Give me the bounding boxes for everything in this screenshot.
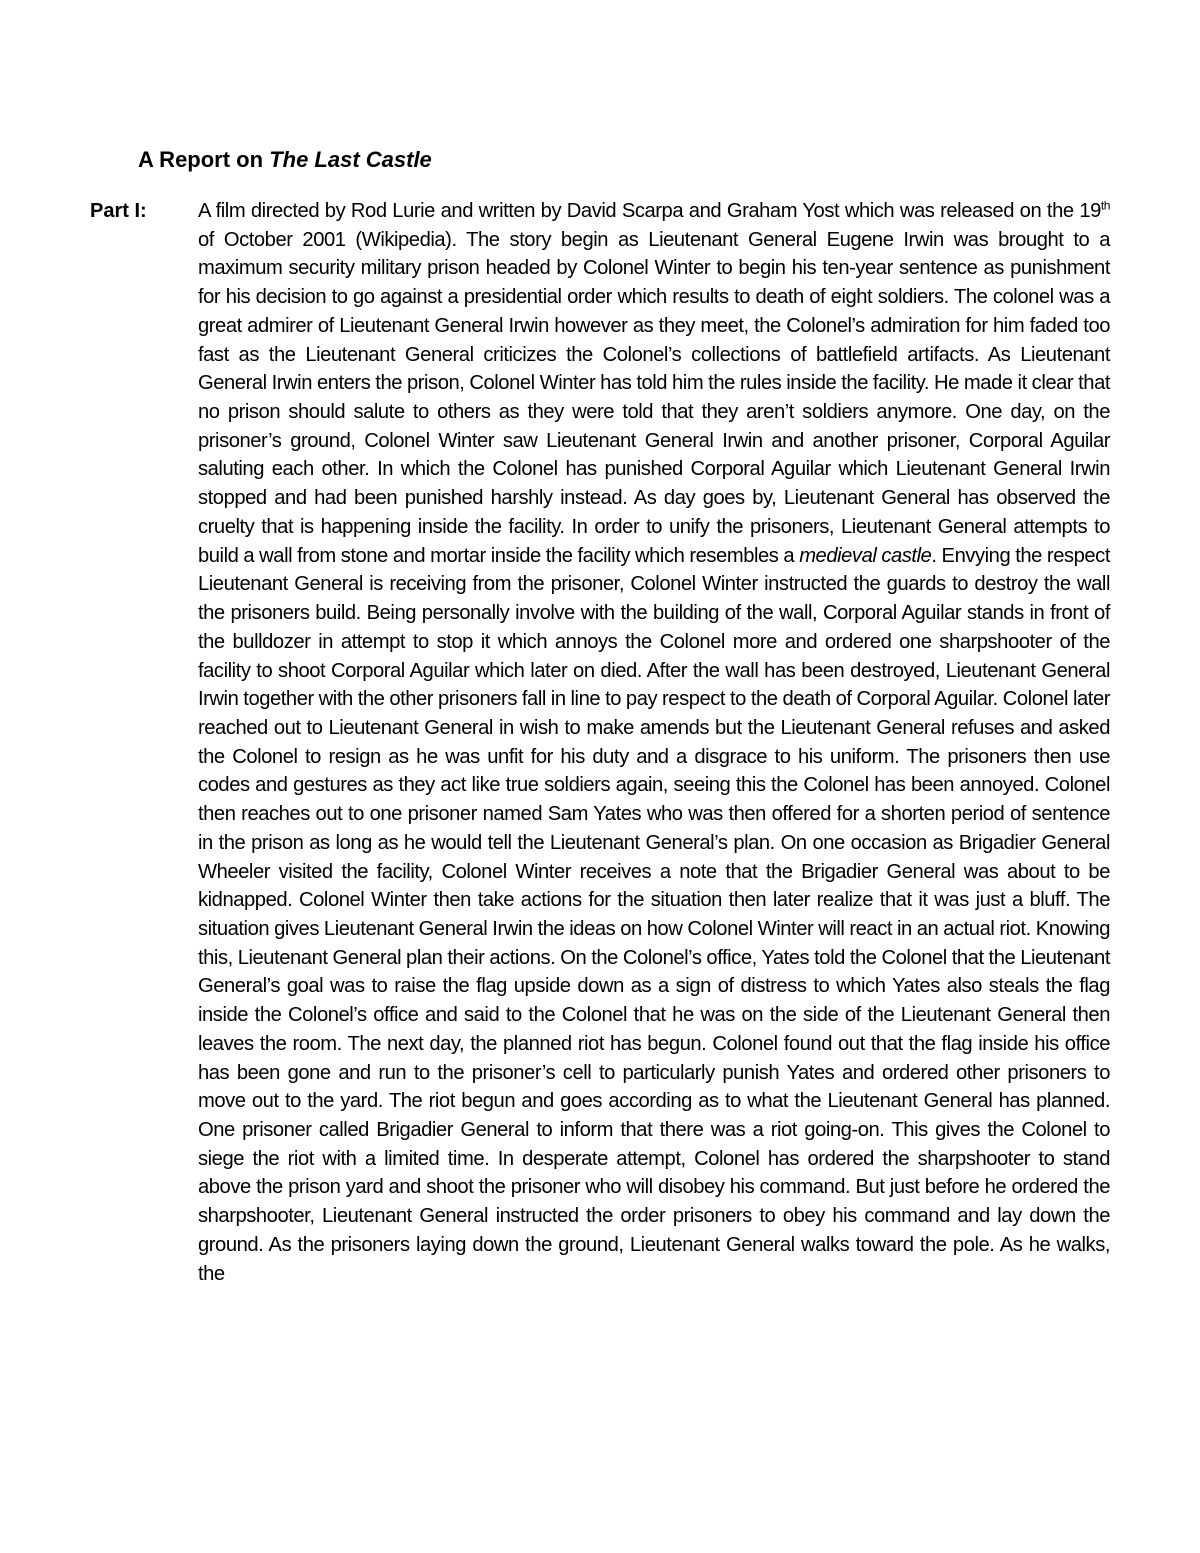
section-label-part-1: Part I: — [90, 200, 147, 222]
emphasis-medieval-castle: medieval castle — [799, 544, 932, 567]
body-paragraph — [198, 197, 1110, 1288]
title-prefix: A Report on — [138, 147, 270, 172]
ordinal-suffix: th — [1100, 198, 1110, 213]
report-title — [138, 145, 432, 175]
title-film-name: The Last Castle — [269, 147, 432, 172]
paragraph-text-2: of October 2001 (Wikipedia). The story begin as Lieutenant General Eugene Irwin was brought to a maximum security military prison headed by Colonel Winter to begin his ten-year sentence as punishment for his decision to go against a presidential order which results to death of eight soldiers. The colonel was a great admirer of Lieutenant General Irwin however as they meet, the Colonel’s admiration for him faded too fast as the Lieutenant General criticizes the Colonel’s collections of battlefield artifacts. As Lieutenant General Irwin enters the prison, Colonel Winter has told him the rules inside the facility. He made it clear that no prison should salute to others as they were told that they aren’t soldiers anymore. One day, on the prisoner’s ground, Colonel Winter saw Lieutenant General Irwin and another prisoner, Corporal Aguilar saluting each other. In which the Colonel has punished Corporal Aguilar which Lieutenant General Irwin stopped and had been punished harshly instead. As day goes by, Lieutenant General has observed the cruelty that is happening inside the facility. In order to unify the prisoners, Lieutenant General attempts to build a wall from stone and mortar inside the facility which resembles a — [198, 228, 1110, 567]
paragraph-text-1: A film directed by Rod Lurie and written by David Scarpa and Graham Yost which was released on the 19 — [198, 200, 1101, 222]
paragraph-text-3: . Envying the respect Lieutenant General is receiving from the prisoner, Colonel Winter instructed the guards to destroy the wall the prisoners build. Being personally involve with the building of the wall, Corporal Aguilar stands in front of the bulldozer in attempt to stop it which annoys the Colonel more and ordered one sharpshooter of the facility to shoot Corporal Aguilar which later on died. After the wall has been destroyed, Lieutenant General Irwin together with the other prisoners fall in line to pay respect to the death of Corporal Aguilar. Colonel later reached out to Lieutenant General in wish to make amends but the Lieutenant General refuses and asked the Colonel to resign as he was unfit for his duty and a disgrace to his uniform. The prisoners then use codes and gestures as they act like true soldiers again, seeing this the Colonel has been annoyed. Colonel then reaches out to one prisoner named Sam Yates who was then offered for a shorten period of sentence in the prison as long as he would tell the Lieutenant General’s plan. On one occasion as Brigadier General Wheeler visited the facility, Colonel Winter receives a note that the Brigadier General was about to be kidnapped. Colonel Winter then take actions for the situation then later realize that it was just a bluff. The situation gives Lieutenant General Irwin the ideas on how Colonel Winter will react in an actual riot. Knowing this, Lieutenant General plan their actions. On the Colonel’s office, Yates told the Colonel that the Lieutenant General’s goal was to raise the flag upside down as a sign of distress to which Yates also steals the flag inside the Colonel’s office and said to the Colonel that he was on the side of the Lieutenant General then leaves the room. The next day, the planned riot has begun. Colonel found out that the flag inside his office has been gone and run to the prisoner’s cell to particularly punish Yates and ordered other prisoners to move out to the yard. The riot begun and goes according as to what the Lieutenant General has planned. One prisoner called Brigadier General to inform that there was a riot going-on. This gives the Colonel to siege the riot with a limited time. In desperate attempt, Colonel has ordered the sharpshooter to stand above the prison yard and shoot the prisoner who will disobey his command. But just before he ordered the sharpshooter, Lieutenant General instructed the order prisoners to obey his command and lay down the ground. As the prisoners laying down the ground, Lieutenant General walks toward the pole. As he walks, the — [198, 544, 1110, 1285]
